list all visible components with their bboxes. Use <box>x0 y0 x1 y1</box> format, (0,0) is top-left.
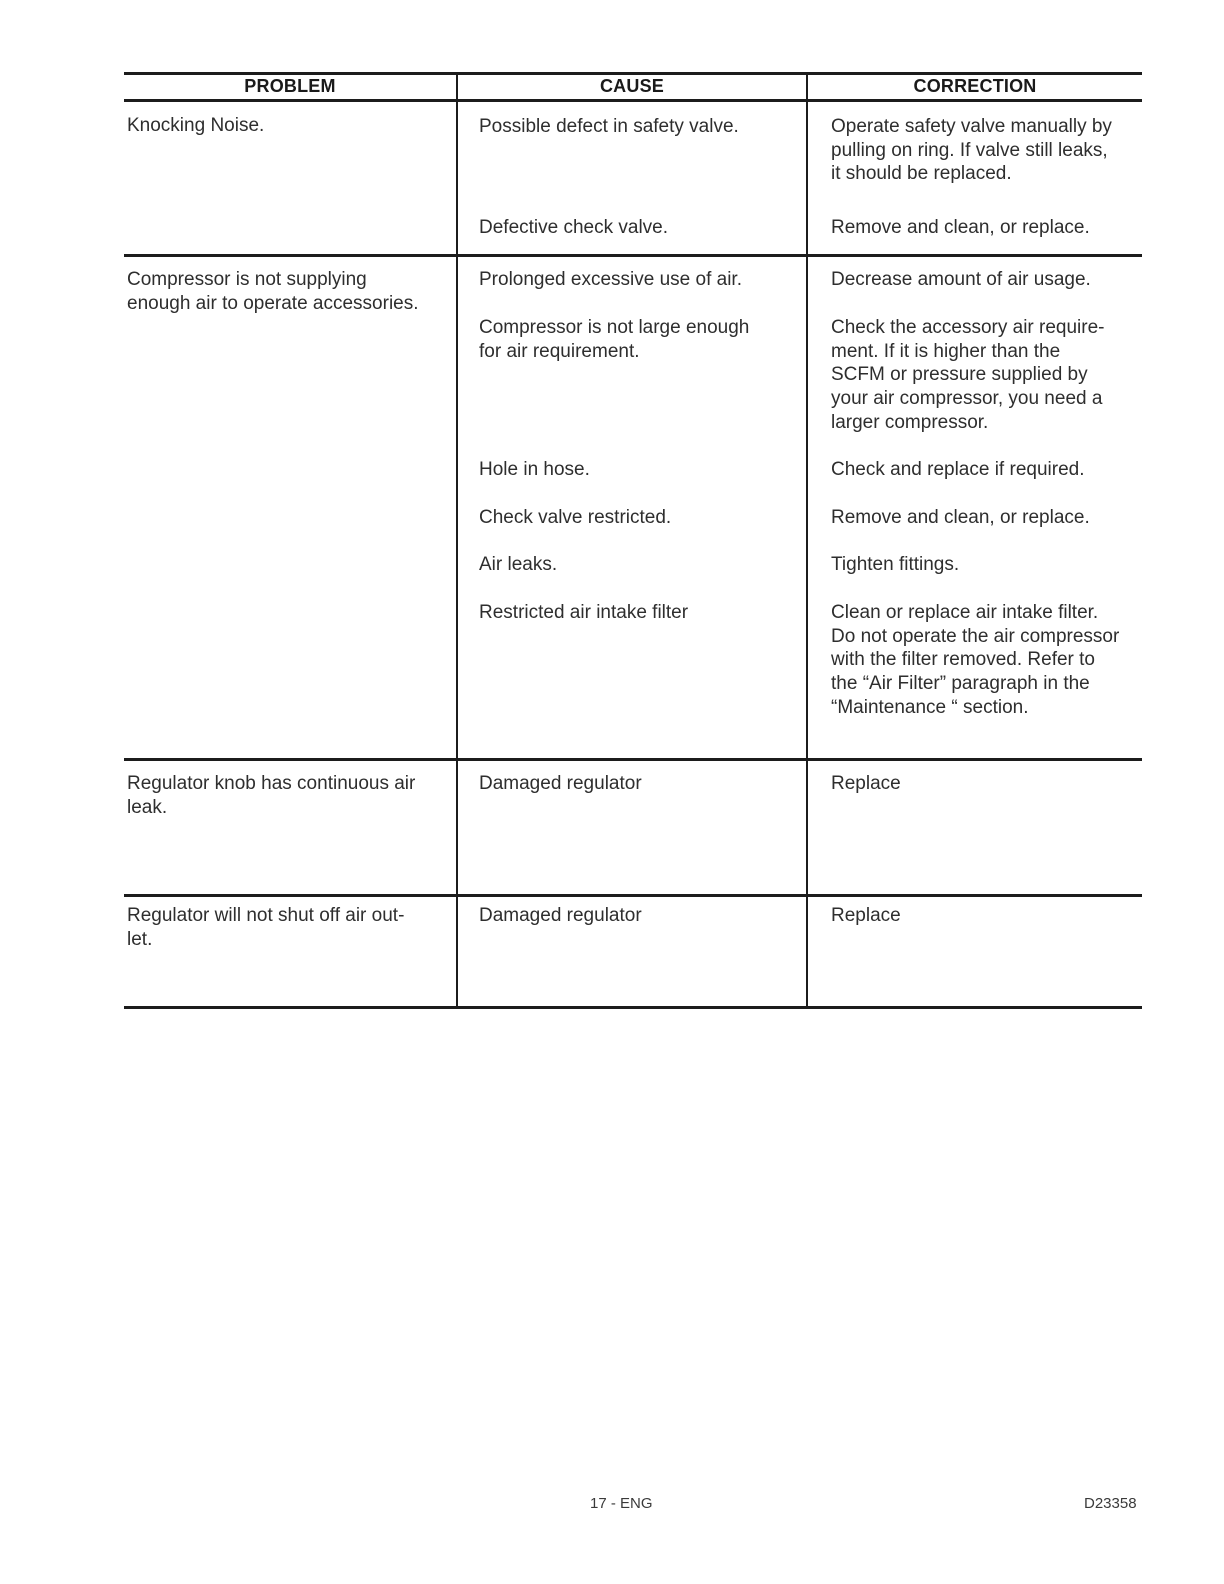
cause-cell: Damaged regulator <box>479 773 642 794</box>
problem-cell: Knocking Noise. <box>127 115 265 136</box>
correction-cell: Check and replace if required. <box>831 459 1085 480</box>
column-divider <box>456 72 458 1009</box>
table-top-rule <box>124 72 1142 75</box>
row-divider <box>124 254 1142 257</box>
cause-cell: Hole in hose. <box>479 459 590 480</box>
cause-cell: Possible defect in safety valve. <box>479 116 739 137</box>
correction-cell: Remove and clean, or replace. <box>831 217 1090 238</box>
correction-cell: Operate safety valve manually by pulling on ring. If valve still leaks, it should be replaced. <box>831 116 1112 185</box>
row-divider <box>124 894 1142 897</box>
cause-cell: Prolonged excessive use of air. <box>479 269 742 290</box>
correction-cell: Replace <box>831 905 901 926</box>
document-code: D23358 <box>1084 1495 1137 1512</box>
cause-cell: Air leaks. <box>479 554 558 575</box>
cause-cell: Restricted air intake filter <box>479 602 689 623</box>
header-cause: CAUSE <box>599 76 664 96</box>
correction-cell: Remove and clean, or replace. <box>831 507 1090 528</box>
problem-cell: Regulator knob has continuous air leak. <box>127 773 416 818</box>
problem-cell: Regulator will not shut off air out- let. <box>127 905 405 950</box>
cause-cell: Check valve restricted. <box>479 507 672 528</box>
row-divider <box>124 758 1142 761</box>
table-bottom-rule <box>124 1006 1142 1009</box>
correction-cell: Replace <box>831 773 901 794</box>
correction-cell: Clean or replace air intake filter. Do not operate the air compressor with the filter removed. Refer to the “Air Filter” paragraph in the “Maintenance “ section. <box>831 602 1120 718</box>
page-number: 17 - ENG <box>590 1495 653 1512</box>
cause-cell: Damaged regulator <box>479 905 642 926</box>
column-divider <box>806 72 808 1009</box>
correction-cell: Tighten fittings. <box>831 554 960 575</box>
problem-cell: Compressor is not supplying enough air to operate accessories. <box>127 269 419 314</box>
header-problem: PROBLEM <box>244 76 336 96</box>
header-correction: CORRECTION <box>913 76 1037 96</box>
correction-cell: Decrease amount of air usage. <box>831 269 1091 290</box>
correction-cell: Check the accessory air require- ment. If it is higher than the SCFM or pressure supplied by your air compressor, you need a larger compressor. <box>831 317 1105 433</box>
cause-cell: Defective check valve. <box>479 217 669 238</box>
cause-cell: Compressor is not large enough for air requirement. <box>479 317 750 362</box>
